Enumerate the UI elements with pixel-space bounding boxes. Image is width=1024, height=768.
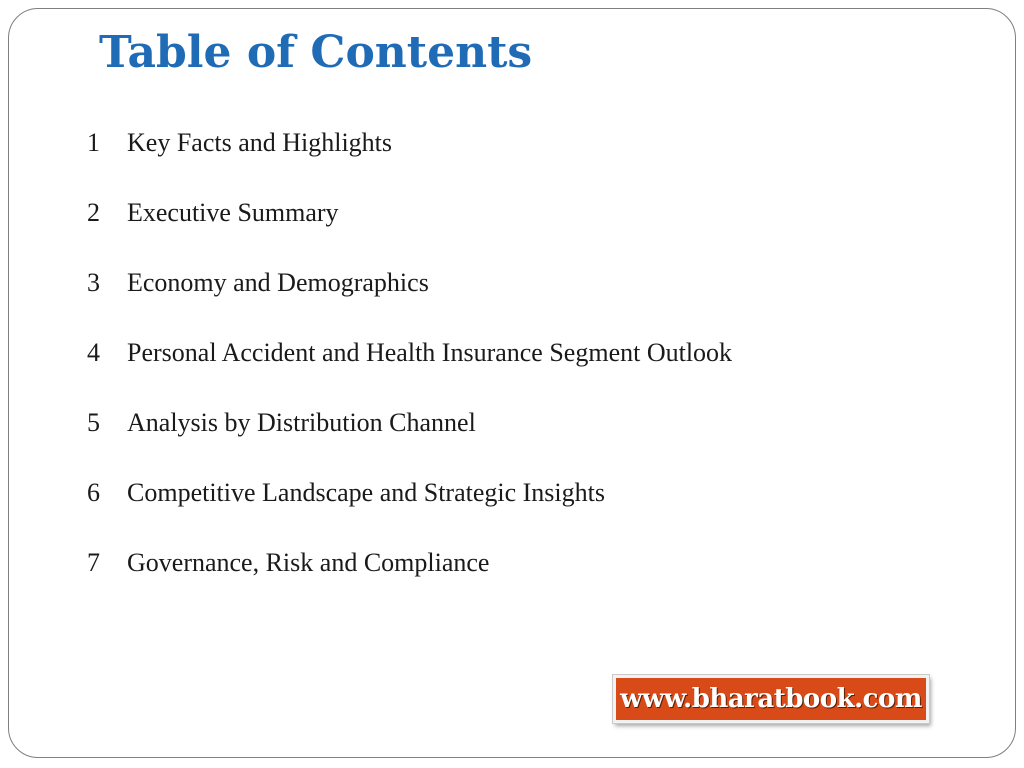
toc-item-5 [87,405,732,475]
toc-item-label: Governance, Risk and Compliance [127,548,490,577]
toc-item-label: Key Facts and Highlights [127,128,393,157]
slide-frame [8,8,1016,758]
toc-item-number: 1 [87,128,100,157]
toc-item-6 [87,475,732,545]
toc-item-label: Executive Summary [127,198,339,227]
toc-item-3 [87,265,732,335]
toc-item-4 [87,335,732,405]
website-badge-label: www.bharatbook.com [620,684,922,714]
website-badge[interactable] [613,675,929,723]
table-of-contents-list [87,125,732,615]
toc-item-2 [87,195,732,265]
toc-item-number: 6 [87,478,100,507]
toc-item-label: Competitive Landscape and Strategic Insights [127,478,605,507]
toc-item-1 [87,125,732,195]
toc-item-7 [87,545,732,615]
toc-item-number: 2 [87,198,100,227]
toc-item-label: Analysis by Distribution Channel [127,408,476,437]
toc-item-number: 7 [87,548,100,577]
toc-item-number: 3 [87,268,100,297]
page-title: Table of Contents [99,27,533,78]
toc-item-label: Personal Accident and Health Insurance Segment Outlook [127,338,733,367]
toc-item-label: Economy and Demographics [127,268,429,297]
toc-item-number: 5 [87,408,100,437]
toc-item-number: 4 [87,338,100,367]
